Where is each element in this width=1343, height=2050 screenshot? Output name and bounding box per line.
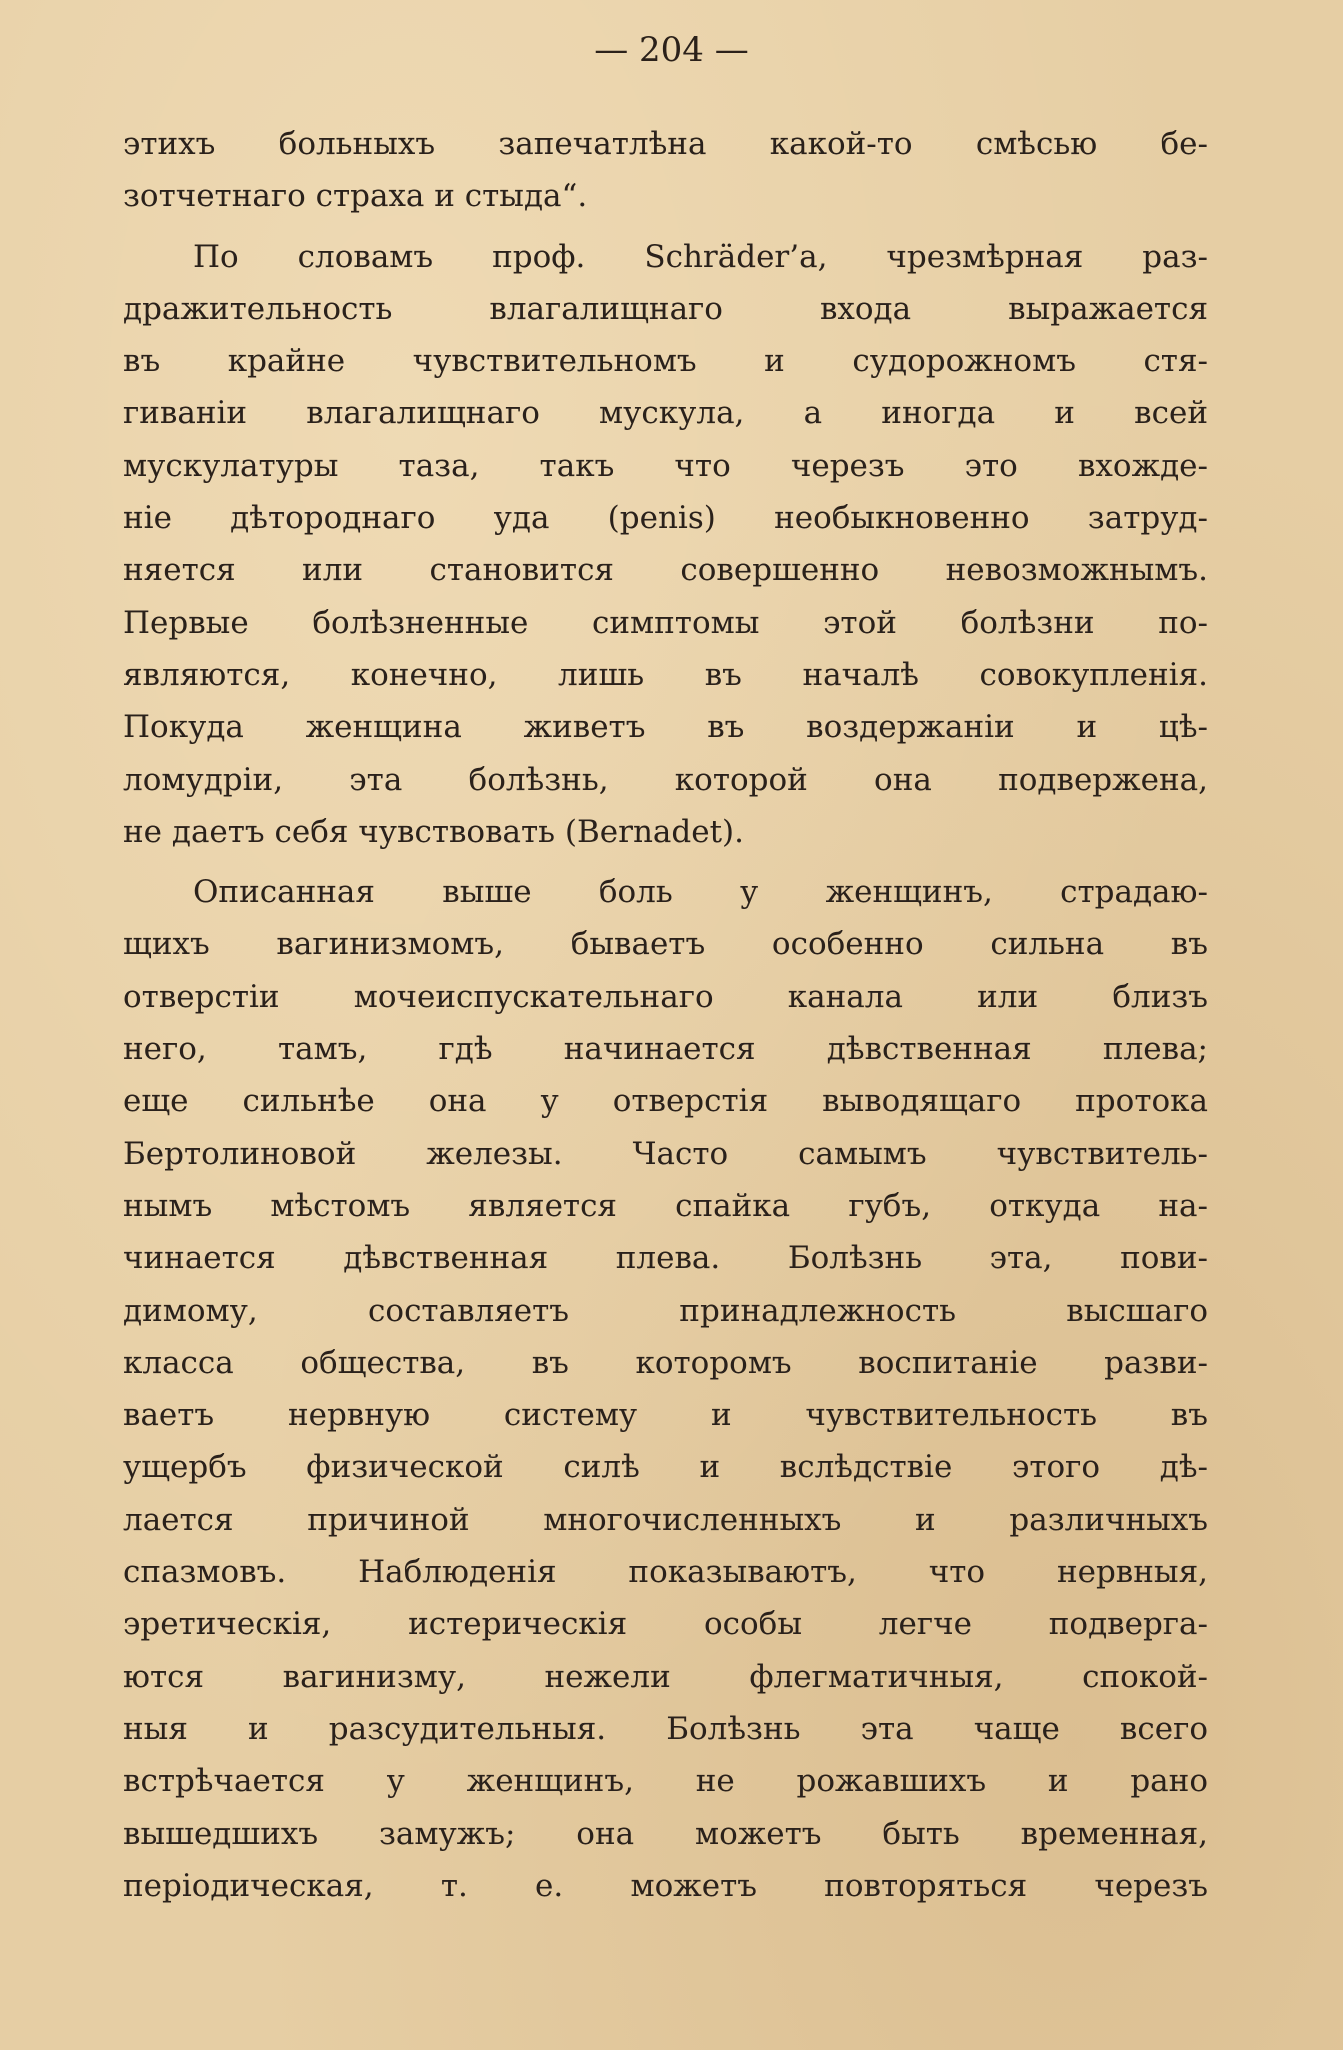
text-line: зотчетнаго страха и стыда“. [123, 178, 588, 215]
text-line: вышедшихъ замужъ; она можетъ быть временная, [123, 1815, 1208, 1852]
text-line: отверстiи мочеиспускательнаго канала или близъ [123, 978, 1208, 1015]
text-line: Бертолиновой железы. Часто самымъ чувствитель- [123, 1135, 1208, 1172]
text-line: щихъ вагинизмомъ, бываетъ особенно сильна въ [123, 926, 1208, 963]
text-line: спазмовъ. Наблюденiя показываютъ, что нервныя, [123, 1554, 1208, 1591]
text-line: ваетъ нервную систему и чувствительность въ [123, 1397, 1208, 1434]
text-line: Описанная выше боль у женщинъ, страдаю- [193, 874, 1208, 911]
text-line: дражительность влагалищнаго входа выражается [123, 290, 1208, 327]
text-line: нымъ мѣстомъ является спайка губъ, откуда на- [123, 1187, 1208, 1224]
text-line: этихъ больныхъ запечатлѣна какой-то смѣсью бе- [123, 126, 1208, 162]
text-line: перiодическая, т. е. можетъ повторяться черезъ [123, 1867, 1208, 1904]
text-line: лается причиной многочисленныхъ и различныхъ [123, 1501, 1208, 1538]
text-line: встрѣчается у женщинъ, не рожавшихъ и рано [123, 1763, 1208, 1800]
text-line: не даетъ себя чувствовать (Bernadet). [123, 813, 744, 850]
body-text [123, 118, 1208, 1912]
text-line: ломудрiи, эта болѣзнь, которой она подвержена, [123, 761, 1208, 798]
text-line: По словамъ проф. Schräder’a, чрезмѣрная раз- [193, 238, 1208, 275]
text-line: мускулатуры таза, такъ что черезъ это вхожде- [123, 447, 1208, 484]
paragraph [123, 118, 1208, 223]
paragraph [123, 231, 1208, 859]
text-line: чинается дѣвственная плева. Болѣзнь эта, пови- [123, 1240, 1208, 1277]
text-line: являются, конечно, лишь въ началѣ совокупленiя. [123, 656, 1208, 693]
text-line: няется или становится совершенно невозможнымъ. [123, 552, 1208, 589]
text-line: димому, составляетъ принадлежность высшаго [123, 1292, 1208, 1329]
text-line: класса общества, въ которомъ воспитанiе разви- [123, 1344, 1208, 1381]
text-line: ущербъ физической силѣ и вслѣдствiе этого дѣ- [123, 1449, 1208, 1486]
text-line: Покуда женщина живетъ въ воздержанiи и цѣ- [123, 709, 1208, 746]
text-line: эретическiя, истерическiя особы легче подверга- [123, 1606, 1208, 1643]
text-line: въ крайне чувствительномъ и судорожномъ стя- [123, 343, 1208, 380]
text-line: него, тамъ, гдѣ начинается дѣвственная плева; [123, 1031, 1208, 1068]
text-line: Первые болѣзненные симптомы этой болѣзни по- [123, 604, 1208, 641]
page-number: — 204 — [594, 30, 749, 70]
paragraph [123, 866, 1208, 1912]
text-line: ются вагинизму, нежели флегматичныя, спокой- [123, 1658, 1208, 1695]
text-line: еще сильнѣе она у отверстiя выводящаго протока [123, 1083, 1208, 1120]
text-line: гиванiи влагалищнаго мускула, а иногда и всей [123, 395, 1208, 432]
text-line: ныя и разсудительныя. Болѣзнь эта чаще всего [123, 1710, 1208, 1747]
text-line: нiе дѣтороднаго уда (penis) необыкновенно затруд- [123, 500, 1208, 537]
